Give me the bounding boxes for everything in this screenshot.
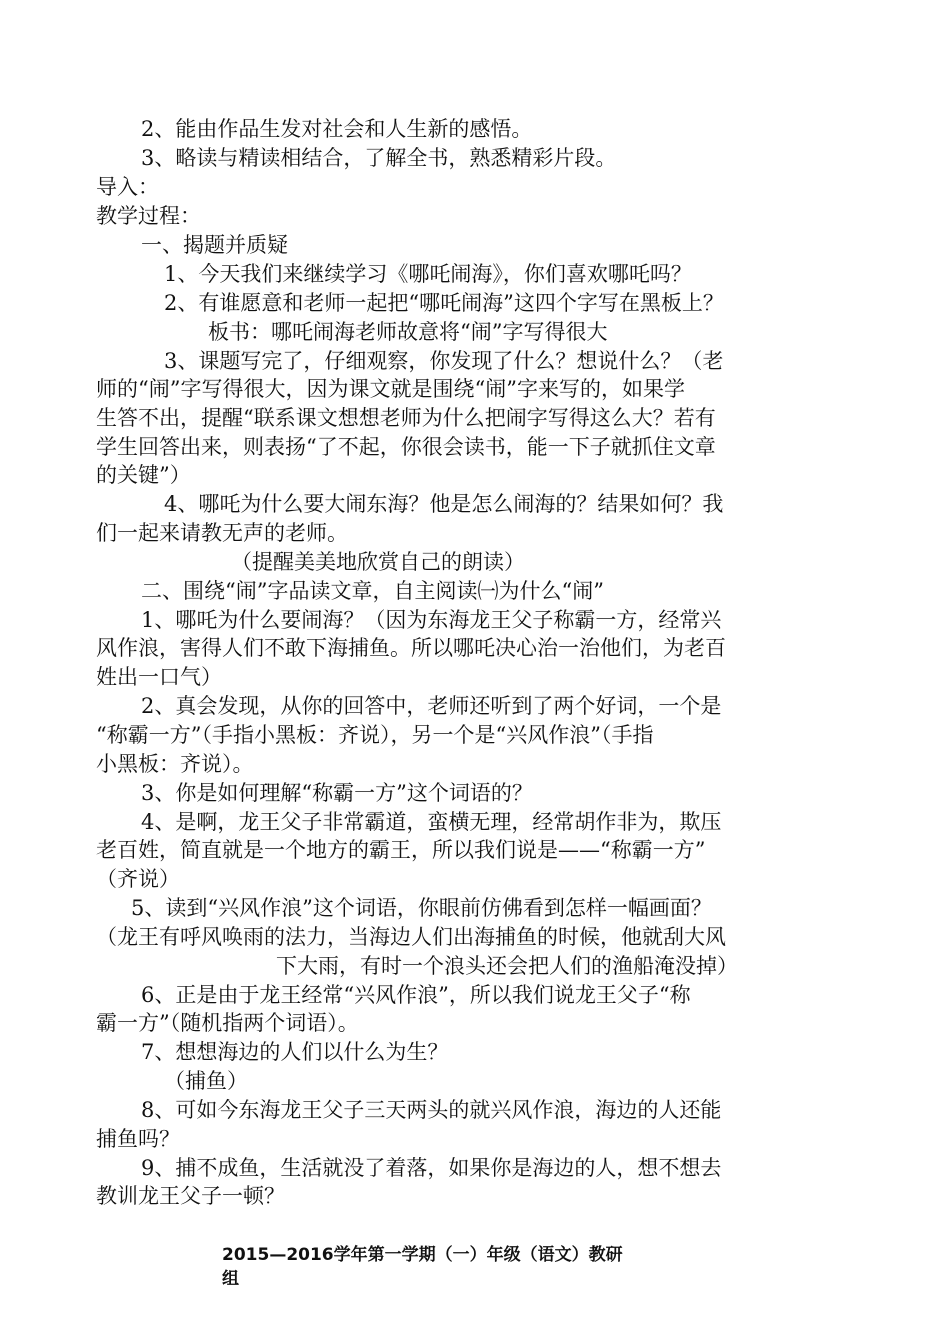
text-line: 6、正是由于龙王经常“兴风作浪”，所以我们说龙王父子“称 — [141, 983, 691, 1007]
text-line: 们一起来请教无声的老师。 — [96, 521, 348, 545]
text-line: 师的“闹”字写得很大，因为课文就是围绕“闹”字来写的，如果学 — [96, 377, 685, 401]
text-line: 捕鱼吗？ — [96, 1127, 180, 1151]
text-line: 的关键”） — [96, 463, 191, 487]
text-line: 风作浪，害得人们不敢下海捕鱼。所以哪吒决心治一治他们，为老百 — [96, 636, 726, 660]
text-line: 4、哪吒为什么要大闹东海？他是怎么闹海的？结果如何？我 — [164, 492, 724, 516]
text-line: 2、真会发现，从你的回答中，老师还听到了两个好词，一个是 — [141, 694, 722, 718]
text-line: 3、你是如何理解“称霸一方”这个词语的？ — [141, 781, 533, 805]
text-line: “称霸一方”（手指小黑板：齐说），另一个是“兴风作浪”（手指 — [96, 723, 654, 747]
text-line: 3、课题写完了，仔细观察，你发现了什么？想说什么？（老 — [164, 349, 724, 373]
text-line: 小黑板：齐说）。 — [96, 752, 254, 776]
text-line: 7、想想海边的人们以什么为生？ — [141, 1040, 449, 1064]
text-line: 学生回答出来，则表扬“了不起，你很会读书，能一下子就抓住文章 — [96, 435, 716, 459]
text-line: 9、捕不成鱼，生活就没了着落，如果你是海边的人，想不想去 — [141, 1156, 722, 1180]
text-line: 5、读到“兴风作浪”这个词语，你眼前仿佛看到怎样一幅画面？ — [131, 896, 712, 920]
text-line: 霸一方”（随机指两个词语）。 — [96, 1011, 359, 1035]
footer-line: 2015—2016学年第一学期（一）年级（语文）教研 — [222, 1245, 623, 1265]
text-line: （龙王有呼风唤雨的法力，当海边人们出海捕鱼的时候，他就刮大风 — [96, 925, 726, 949]
text-line: 一、揭题并质疑 — [141, 233, 288, 257]
text-line: 2、能由作品生发对社会和人生新的感悟。 — [141, 117, 533, 141]
text-line: 导入： — [96, 175, 159, 199]
text-line: 板书：哪吒闹海老师故意将“闹”字写得很大 — [208, 320, 608, 344]
text-line: 二、围绕“闹”字品读文章，自主阅读㈠为什么“闹” — [141, 579, 604, 603]
text-line: （捕鱼） — [164, 1069, 248, 1093]
text-line: 1、哪吒为什么要闹海？（因为东海龙王父子称霸一方，经常兴 — [141, 608, 722, 632]
text-line: （提醒美美地欣赏自己的朗读） — [231, 550, 525, 574]
text-line: 教学过程： — [96, 204, 201, 228]
text-line: （齐说） — [96, 867, 180, 891]
text-line: 老百姓，简直就是一个地方的霸王，所以我们说是——“称霸一方” — [96, 838, 706, 862]
text-line: 下大雨，有时一个浪头还会把人们的渔船淹没掉） — [276, 954, 738, 978]
text-line: 4、是啊，龙王父子非常霸道，蛮横无理，经常胡作非为，欺压 — [141, 810, 722, 834]
text-line: 姓出一口气） — [96, 665, 222, 689]
text-line: 3、略读与精读相结合，了解全书，熟悉精彩片段。 — [141, 146, 617, 170]
text-line: 生答不出，提醒“联系课文想想老师为什么把闹字写得这么大？若有 — [96, 406, 716, 430]
footer-line: 组 — [222, 1269, 239, 1289]
text-line: 8、可如今东海龙王父子三天两头的就兴风作浪，海边的人还能 — [141, 1098, 722, 1122]
text-line: 教训龙王父子一顿？ — [96, 1184, 285, 1208]
text-line: 2、有谁愿意和老师一起把“哪吒闹海”这四个字写在黑板上？ — [164, 291, 724, 315]
text-line: 1、今天我们来继续学习《哪吒闹海》，你们喜欢哪吒吗？ — [164, 262, 692, 286]
